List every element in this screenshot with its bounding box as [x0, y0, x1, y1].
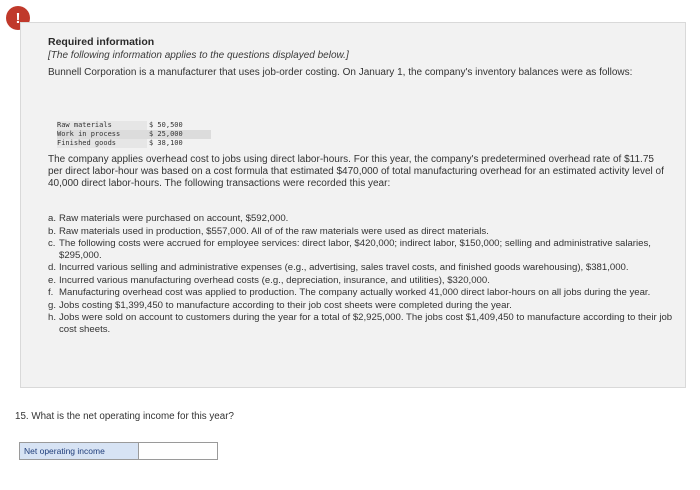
item-text: Raw materials used in production, $557,000. All of of the raw materials were used as direct materials.: [59, 225, 489, 237]
intro-paragraph: Bunnell Corporation is a manufacturer that uses job-order costing. On January 1, the company's inventory balances were as follows:: [48, 67, 633, 78]
item-letter: e.: [48, 274, 57, 286]
inventory-value: $ 50,500: [149, 121, 183, 129]
list-item: [48, 262, 673, 274]
item-letter: a.: [48, 213, 57, 224]
panel-subtitle: [The following information applies to the questions displayed below.]: [48, 50, 349, 61]
net-operating-income-input[interactable]: [139, 443, 217, 459]
required-information-panel: [20, 22, 686, 388]
item-letter: h.: [48, 312, 57, 323]
item-letter: c.: [48, 238, 56, 249]
item-text: Incurred various selling and administrative expenses (e.g., advertising, sales travel costs, and finished goods warehousing), $381,000.: [59, 262, 629, 273]
inventory-balances-table: [57, 121, 211, 148]
table-row: [57, 130, 211, 139]
list-item: [48, 312, 673, 335]
overhead-paragraph: The company applies overhead cost to jobs using direct labor-hours. For this year, the company's predetermined overhead rate of $11.75 per direct labor-hour was based on a cost formula that estimated $470,000 of total manufacturing overhead for an estimated activity level of 40,000 direct labor-hours. The following transactions were recorded this year:: [48, 154, 664, 189]
item-text: Jobs were sold on account to customers during the year for a total of $2,925,000. The jobs cost $1,409,450 to manufacture according to their job cost sheets.: [59, 312, 673, 335]
list-item: [48, 300, 673, 312]
inventory-label: Work in process: [57, 130, 147, 139]
list-item: [48, 275, 673, 287]
answer-row: [19, 442, 218, 460]
inventory-label: Raw materials: [57, 121, 147, 130]
inventory-value: $ 25,000: [147, 130, 211, 139]
inventory-value: $ 38,100: [149, 139, 183, 147]
item-text: Manufacturing overhead cost was applied to production. The company actually worked 41,000 direct labor-hours on all jobs during the year.: [59, 287, 651, 298]
table-row: [57, 121, 211, 130]
item-text: Raw materials were purchased on account, $592,000.: [59, 213, 289, 224]
list-item: [48, 226, 673, 238]
item-text: The following costs were accrued for employee services: direct labor, $420,000; indirect labor, $150,000; selling and administrative salaries, $295,000.: [59, 238, 651, 261]
item-letter: f.: [48, 287, 54, 298]
alert-icon: !: [6, 6, 30, 30]
item-letter: g.: [48, 299, 57, 311]
transactions-list: [48, 213, 673, 336]
item-letter: b.: [48, 225, 57, 237]
table-row: [57, 139, 211, 148]
question-text: 15. What is the net operating income for this year?: [15, 411, 234, 422]
inventory-label: Finished goods: [57, 139, 147, 148]
net-operating-income-label: Net operating income: [20, 443, 139, 459]
list-item: [48, 287, 673, 299]
list-item: [48, 213, 673, 225]
item-letter: d.: [48, 262, 57, 273]
item-text: Jobs costing $1,399,450 to manufacture according to their job cost sheets were completed during the year.: [59, 299, 512, 311]
list-item: [48, 238, 673, 261]
panel-title: Required information: [48, 36, 155, 48]
item-text: Incurred various manufacturing overhead costs (e.g., depreciation, insurance, and utilities), $320,000.: [59, 274, 490, 286]
